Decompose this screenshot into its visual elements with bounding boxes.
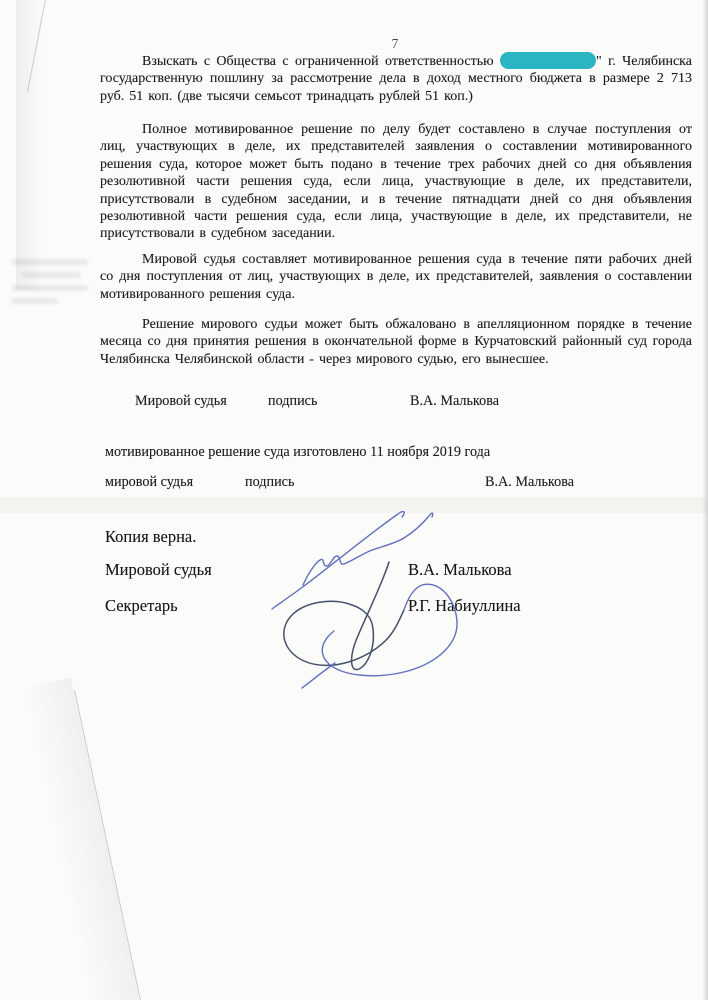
paragraph-levy-text-after: " г. Челябинска государственную пошлину за рассмотрение дела в доход местного бюджета в размере 2 713 руб. 51 коп. (две тысячи семьсот тринадцать рублей 51 коп.) [100,54,692,104]
judge-role-label: Мировой судья [105,560,212,579]
signature-placeholder-label: подпись [245,474,295,490]
judge-name: В.А. Малькова [408,560,512,579]
bleed-through-text [8,252,92,344]
handwritten-signatures [255,498,470,698]
signature-placeholder-label: подпись [268,393,318,409]
copy-certification-text: Копия верна. [105,527,197,546]
page-number: 7 [391,36,399,51]
paragraph-appeal-procedure: Решение мирового судьи может быть обжаловано в апелляционном порядке в течение месяца со дня принятия решения в окончательной форме в Курчатовский районный суд города Челябинска Челябинской области - через мирового судью, его вынесшее. [100,317,692,367]
signature-line-1 [0,393,708,413]
signature-line-2 [0,474,708,494]
judge-role-label: Мировой судья [135,393,227,409]
judge-role-label: мировой судья [105,474,194,490]
dated-note-line [0,444,708,464]
paragraph-motivated-decision-terms: Полное мотивированное решение по делу будет составлено в случае поступления от лиц, участвующих в деле, их представителей заявления о составлении мотивированного решения суда, которое может быть подано в течение трех рабочих дней со дня объявления резолютивной части решения суда, если лица, участвующие в деле, их представители, присутствовали в судебном заседании, и в течение пятнадцати дней со дня объявления резолютивной части решения суда, если лица, участвующие в деле, их представители, не присутствовали в судебном заседании. [100,122,692,242]
paragraph-levy-text-before: Взыскать с Общества с ограниченной ответственностью [142,54,500,69]
judge-name: В.А. Малькова [410,393,500,409]
secretary-signature-ink [302,584,457,688]
secretary-signature-ink [284,562,404,670]
judge-signature-ink [272,512,404,609]
secretary-role-label: Секретарь [105,596,178,615]
judge-name: В.А. Малькова [485,474,575,490]
redaction-box [500,52,596,69]
secretary-name: Р.Г. Набиуллина [408,596,521,615]
paragraph-levy [100,52,692,105]
paragraph-drafting-deadline: Мировой судья составляет мотивированное решения суда в течение пяти рабочих дней со дня поступления от лиц, участвующих в деле, их представителей, заявления о составлении мотивированного решения суда. [100,252,692,302]
dated-note-text: мотивированное решение суда изготовлено 11 ноября 2019 года [105,444,491,460]
judge-signature-ink [303,513,433,585]
bottom-left-page-shading [22,678,140,1000]
